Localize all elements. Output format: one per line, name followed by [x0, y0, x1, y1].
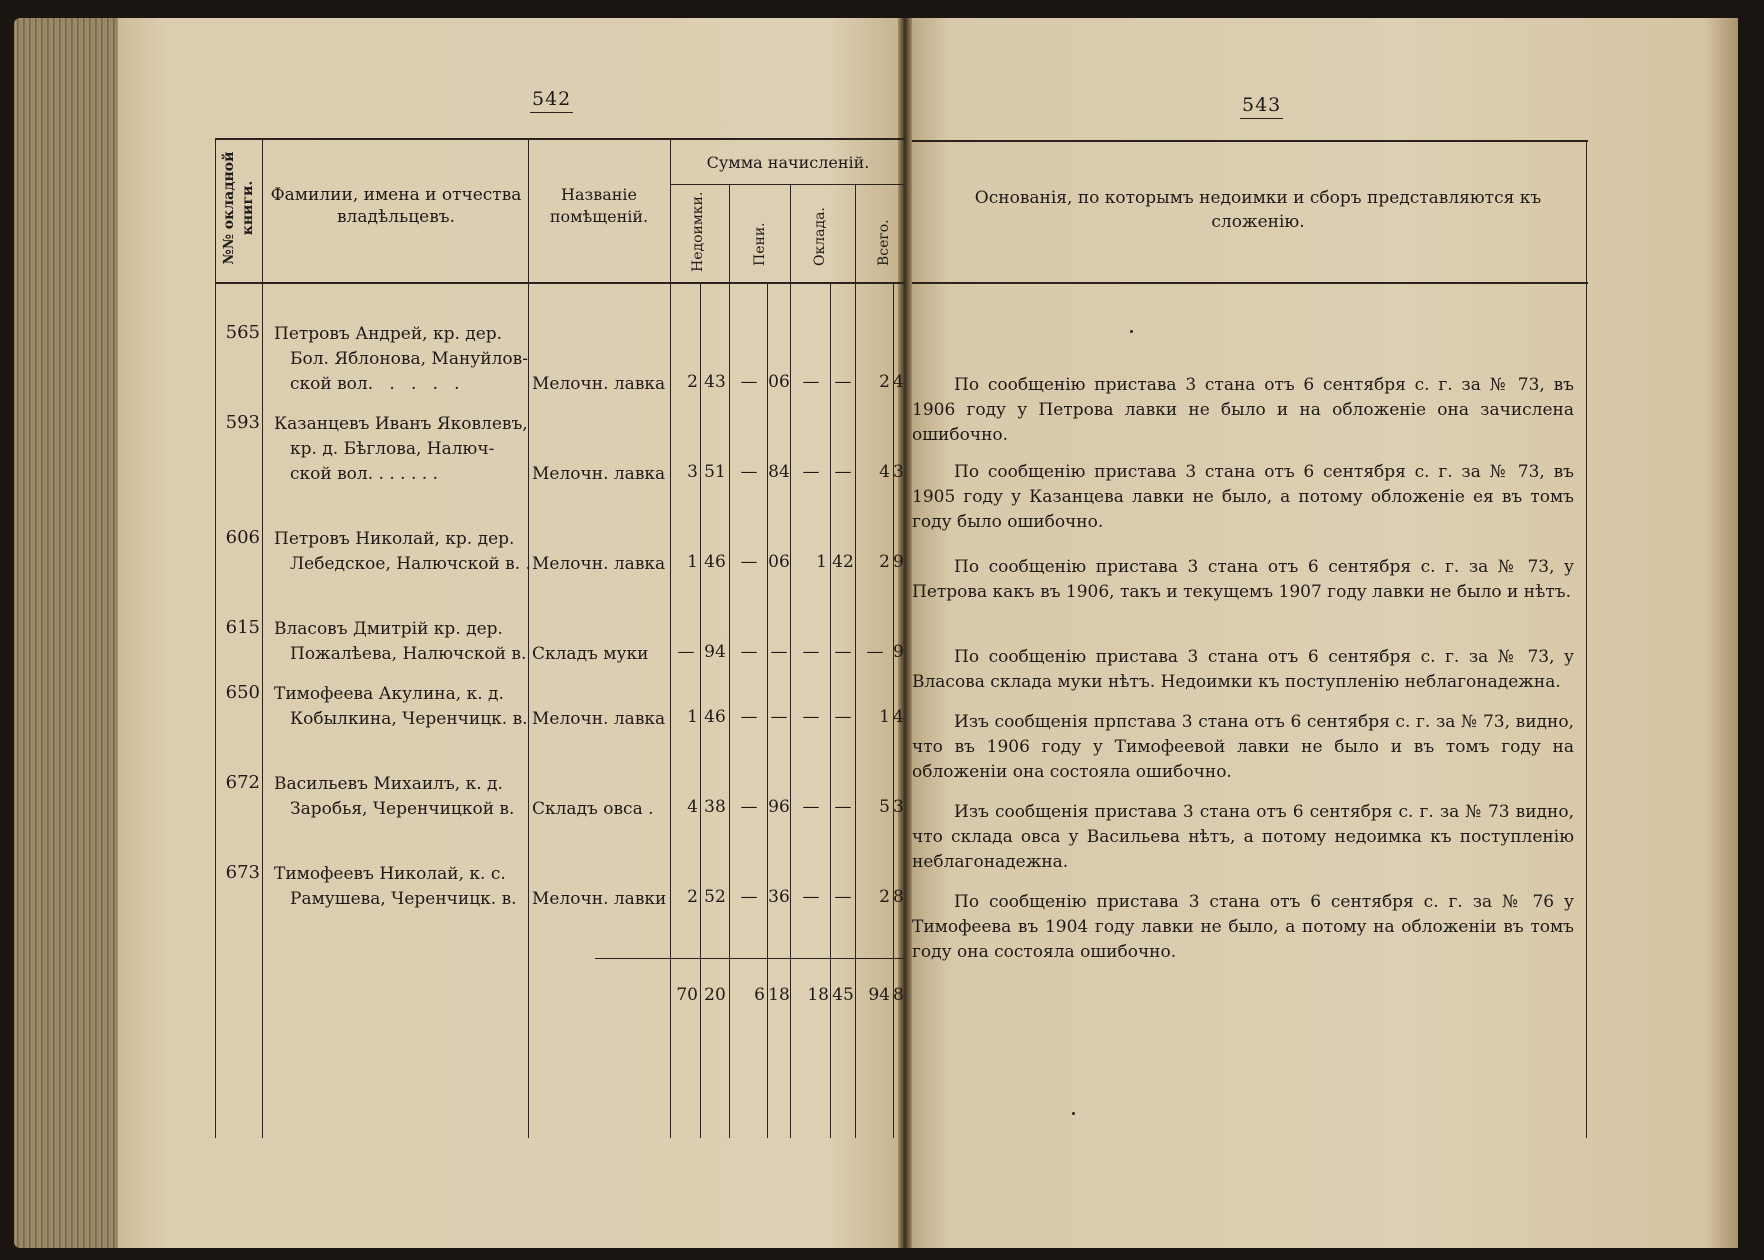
row-premises: Мелочн. лавки [532, 889, 667, 909]
cell-pen-kop: — [770, 707, 788, 727]
cell-arrears-kop: 52 [704, 887, 726, 907]
total-sal-kop: 45 [832, 985, 854, 1005]
row-owner-line: Тимофеевъ Николай, к. с. [274, 864, 506, 884]
header-premises: Названіе помѣщеній. [549, 185, 649, 226]
row-book-number: 673 [225, 862, 260, 883]
row-owner-line: Тимофеева Акулина, к. д. [274, 684, 504, 704]
total-tot-rub: 94 [868, 985, 890, 1005]
cell-sal-rub: — [802, 887, 820, 907]
header-salary: Оклада. [812, 207, 828, 266]
cell-pen-rub: — [740, 462, 758, 482]
cell-tot-kop: 8 [893, 887, 904, 907]
header-book-number: №№ окладной книги. [221, 151, 256, 265]
reason-paragraph: По сообщенію пристава 3 стана отъ 6 сентября с. г. за № 73, въ 1906 году у Петрова лавки не было и на обложеніе она зачислена ошибочно. [912, 375, 1574, 445]
cell-tot-kop: 3 [893, 797, 904, 817]
row-owner-line: Кобылкина, Черенчицк. в. [290, 709, 528, 729]
row-owner-line: кр. д. Бѣглова, Налюч- [290, 439, 495, 459]
cell-arrears-rub: 4 [687, 797, 698, 817]
row-owner-line: Лебедское, Налючской в. . [290, 554, 531, 574]
reason-paragraph: По сообщенію пристава 3 стана отъ 6 сентября с. г. за № 73, въ 1905 году у Казанцева лавки не было, а потому обложеніе ея въ томъ году было ошибочно. [912, 462, 1574, 532]
reason-paragraph: По сообщенію пристава 3 стана отъ 6 сентября с. г. за № 73, у Петрова какъ въ 1906, такъ и текущемъ 1907 году лавки не было и нѣтъ. [912, 557, 1574, 602]
row-premises: Мелочн. лавка [532, 374, 666, 394]
cell-pen-rub: — [740, 372, 758, 392]
cell-tot-rub: — [866, 642, 884, 662]
cell-arrears-kop: 46 [704, 552, 726, 572]
cell-sal-kop: — [834, 887, 852, 907]
cell-arrears-rub: 1 [687, 552, 698, 572]
row-book-number: 593 [225, 412, 260, 433]
cell-arrears-kop: 43 [704, 372, 726, 392]
cell-tot-rub: 1 [879, 707, 890, 727]
cell-tot-kop: 9 [893, 552, 904, 572]
row-owner-line: Пожалѣева, Налючской в. [290, 644, 527, 664]
cell-tot-rub: 2 [879, 372, 890, 392]
row-owner-line: Заробья, Черенчицкой в. [290, 799, 515, 819]
cell-tot-kop: 9 [893, 642, 904, 662]
cell-sal-rub: — [802, 797, 820, 817]
reasons-header: Основанія, по которымъ недоимки и сборъ представляются къ сложенію. [974, 188, 1542, 232]
row-owner-line: Васильевъ Михаилъ, к. д. [274, 774, 503, 794]
ink-dot [1072, 1112, 1075, 1115]
total-pen-rub: 6 [754, 985, 765, 1005]
row-premises: Мелочн. лавка [532, 709, 666, 729]
cell-sal-kop: — [834, 642, 852, 662]
cell-arrears-rub: — [677, 642, 695, 662]
cell-tot-rub: 2 [879, 552, 890, 572]
book-gutter [898, 18, 912, 1248]
cell-pen-rub: — [740, 797, 758, 817]
total-sal-rub: 18 [807, 985, 829, 1005]
row-owner-line: Рамушева, Черенчицк. в. [290, 889, 517, 909]
total-arrears-rub: 70 [676, 985, 698, 1005]
total-pen-kop: 18 [768, 985, 790, 1005]
cell-pen-kop: 06 [768, 552, 790, 572]
reason-paragraph: Изъ сообщенія пристава 3 стана отъ 6 сентября с. г. за № 73 видно, что склада овса у Васильева нѣтъ, а потому недоимка къ поступленію неблагонадежна. [912, 802, 1574, 872]
cell-sal-rub: — [802, 642, 820, 662]
right-page-number: 543 [1240, 94, 1283, 119]
cell-tot-kop: 4 [893, 372, 904, 392]
row-owner-line: Петровъ Николай, кр. дер. [274, 529, 515, 549]
cell-sal-kop: 42 [832, 552, 854, 572]
cell-sal-kop: — [834, 462, 852, 482]
cell-pen-kop: 96 [768, 797, 790, 817]
cell-tot-rub: 5 [879, 797, 890, 817]
cell-pen-rub: — [740, 887, 758, 907]
reason-paragraph: По сообщенію пристава 3 стана отъ 6 сентября с. г. за № 73, у Власова склада муки нѣтъ. Недоимки къ поступленію неблагонадежна. [912, 647, 1574, 692]
row-premises: Складъ муки [532, 644, 649, 664]
header-owner: Фамилии, имена и отчества владѣльцевъ. [270, 185, 522, 227]
cell-tot-kop: 4 [893, 707, 904, 727]
cell-sal-kop: — [834, 372, 852, 392]
row-owner-line: Власовъ Дмитрій кр. дер. [274, 619, 503, 639]
row-owner-line: Казанцевъ Иванъ Яковлевъ, [274, 414, 528, 434]
cell-pen-rub: — [740, 642, 758, 662]
cell-arrears-rub: 2 [687, 372, 698, 392]
cell-tot-rub: 2 [879, 887, 890, 907]
cell-arrears-kop: 38 [704, 797, 726, 817]
cell-pen-rub: — [740, 552, 758, 572]
cell-sal-kop: — [834, 797, 852, 817]
cell-sal-rub: — [802, 707, 820, 727]
row-owner-line: Бол. Яблонова, Мануйлов- [290, 349, 528, 369]
book-page-edges [14, 18, 124, 1248]
total-arrears-kop: 20 [704, 985, 726, 1005]
header-total: Всего. [876, 219, 892, 266]
row-owner-line: ской вол. . . . . . . [290, 464, 438, 484]
row-book-number: 565 [225, 322, 260, 343]
cell-arrears-rub: 2 [687, 887, 698, 907]
header-sum-group: Сумма начисленій. [706, 153, 870, 172]
left-page-number: 542 [530, 88, 573, 113]
row-owner-line: ской вол. . . . . [290, 374, 460, 394]
row-book-number: 606 [225, 527, 260, 548]
row-premises: Складъ овса . [532, 799, 654, 819]
cell-sal-rub: 1 [816, 552, 827, 572]
cell-tot-rub: 4 [879, 462, 890, 482]
header-penalties: Пени. [752, 222, 768, 266]
cell-pen-rub: — [740, 707, 758, 727]
total-tot-kop: 8 [893, 985, 904, 1005]
row-book-number: 672 [225, 772, 260, 793]
cell-arrears-rub: 3 [687, 462, 698, 482]
cell-arrears-kop: 46 [704, 707, 726, 727]
header-arrears: Недоимки. [690, 191, 706, 272]
cell-sal-rub: — [802, 462, 820, 482]
cell-sal-kop: — [834, 707, 852, 727]
cell-arrears-kop: 51 [704, 462, 726, 482]
row-book-number: 615 [225, 617, 260, 638]
cell-pen-kop: 84 [768, 462, 790, 482]
reason-paragraph: По сообщенію пристава 3 стана отъ 6 сентября с. г. за № 76 у Тимофеева въ 1904 году лавки не было, а потому на обложеніи въ томъ году она состояла ошибочно. [912, 892, 1574, 962]
row-owner-line: Петровъ Андрей, кр. дер. [274, 324, 503, 344]
cell-pen-kop: 36 [768, 887, 790, 907]
row-premises: Мелочн. лавка [532, 554, 666, 574]
row-premises: Мелочн. лавка [532, 464, 666, 484]
cell-pen-kop: — [770, 642, 788, 662]
row-book-number: 650 [225, 682, 260, 703]
cell-sal-rub: — [802, 372, 820, 392]
cell-tot-kop: 3 [893, 462, 904, 482]
ink-dot [1130, 330, 1133, 333]
cell-arrears-rub: 1 [687, 707, 698, 727]
cell-pen-kop: 06 [768, 372, 790, 392]
reason-paragraph: Изъ сообщенія прпстава 3 стана отъ 6 сентября с. г. за № 73, видно, что въ 1906 году у Тимофеевой лавки не было и въ томъ году на обложеніи она состояла ошибочно. [912, 712, 1574, 782]
cell-arrears-kop: 94 [704, 642, 726, 662]
